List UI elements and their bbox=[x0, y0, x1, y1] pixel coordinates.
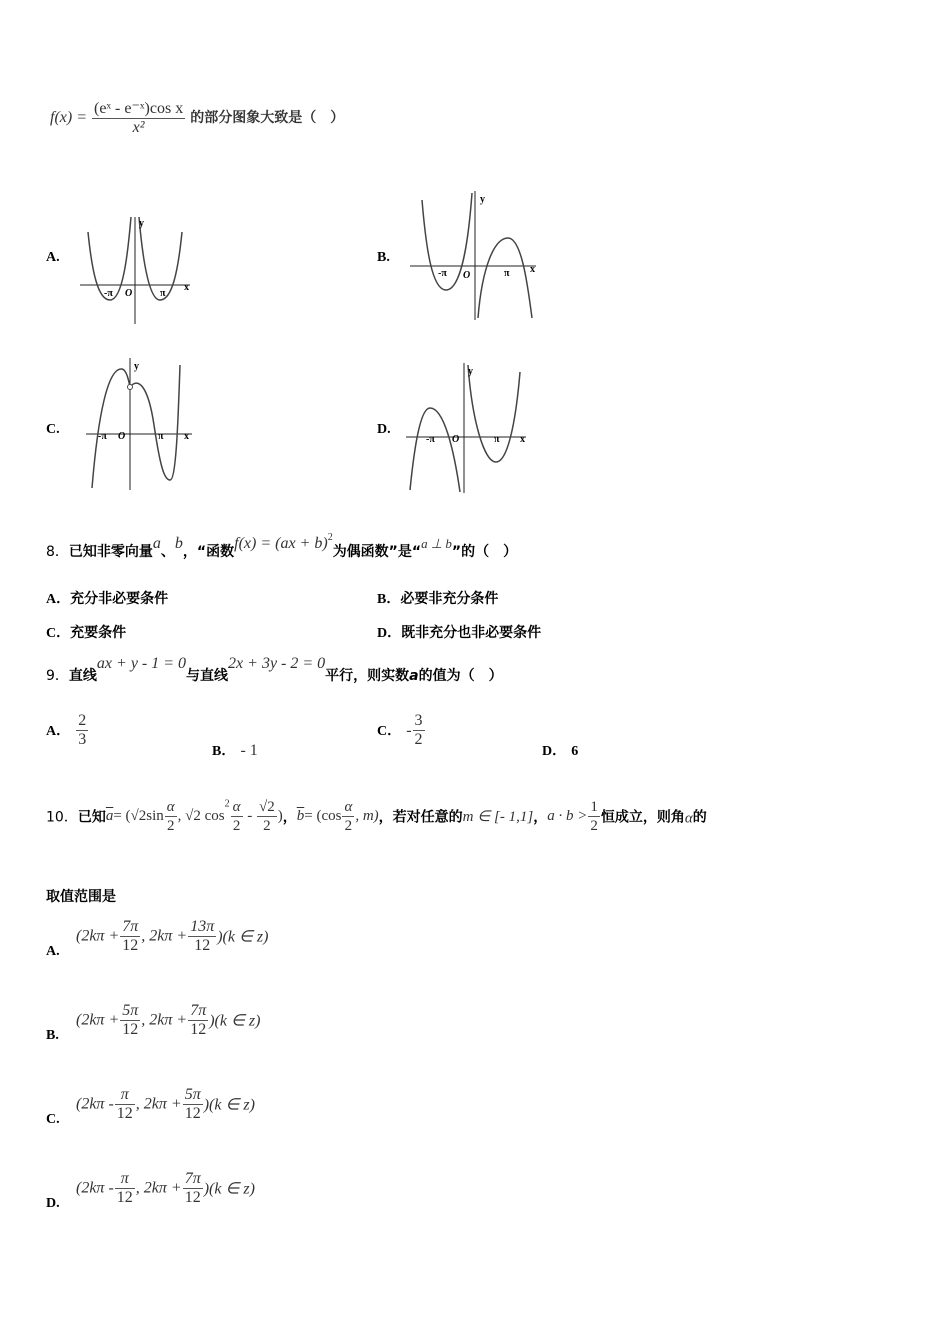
numerator: 7π bbox=[122, 918, 139, 935]
q10-text: 已知 bbox=[77, 809, 106, 826]
math: )(k ∈ z) bbox=[203, 1096, 255, 1114]
denominator: 12 bbox=[194, 937, 211, 954]
hollow-point bbox=[128, 385, 133, 390]
q8-vec-a: a bbox=[152, 535, 161, 552]
math: , 2kπ + bbox=[141, 1011, 188, 1029]
q8-text: 为偶函数”是“ bbox=[332, 544, 422, 560]
q9-option-d[interactable] bbox=[542, 740, 578, 760]
curve bbox=[92, 365, 180, 488]
numerator: 13π bbox=[190, 918, 215, 935]
q7-option-a-label[interactable]: A. bbox=[46, 250, 60, 265]
q9-text: 平行，则实数 bbox=[325, 668, 410, 684]
origin-label: O bbox=[452, 434, 460, 445]
q10-math: = (cos bbox=[304, 808, 342, 824]
q8-perp: a ⊥ b bbox=[421, 536, 452, 551]
numerator: √2 bbox=[259, 799, 275, 815]
fraction bbox=[257, 798, 277, 835]
denominator: 12 bbox=[116, 1105, 133, 1122]
denominator: 12 bbox=[184, 1189, 201, 1206]
pi-label: π bbox=[494, 434, 500, 445]
q10-m-range: m ∈ [- 1,1] bbox=[462, 809, 534, 825]
x-label: x bbox=[184, 431, 189, 442]
option-label: C． bbox=[377, 724, 402, 739]
numerator: 5π bbox=[122, 1002, 139, 1019]
q9-option-c[interactable] bbox=[377, 712, 426, 749]
fraction bbox=[588, 798, 600, 835]
fraction bbox=[115, 1170, 135, 1207]
numerator: 7π bbox=[184, 1170, 201, 1187]
y-label: y bbox=[139, 218, 144, 229]
math: , 2kπ + bbox=[135, 1095, 182, 1113]
math: , 2kπ + bbox=[135, 1179, 182, 1197]
q8-option-c[interactable] bbox=[46, 622, 126, 642]
y-label: y bbox=[480, 194, 485, 205]
numerator: α bbox=[166, 799, 175, 815]
q8-option-b[interactable] bbox=[377, 588, 498, 608]
curve bbox=[468, 365, 520, 462]
numerator: 2 bbox=[78, 712, 87, 729]
option-text: - 1 bbox=[240, 742, 258, 759]
math: )(k ∈ z) bbox=[203, 1180, 255, 1198]
q8-function: f(x) = (ax + b) bbox=[234, 535, 328, 552]
denominator: 2 bbox=[232, 818, 241, 834]
q8-option-a[interactable] bbox=[46, 588, 168, 608]
q9-option-b[interactable] bbox=[212, 740, 258, 760]
numerator: 5π bbox=[184, 1086, 201, 1103]
q7-stem: 的部分图象大致是（ ） bbox=[190, 111, 345, 127]
pi-label: π bbox=[160, 288, 166, 299]
vector-a: $\overline{a}$ bbox=[105, 808, 114, 824]
fraction bbox=[188, 918, 216, 955]
graph-d bbox=[404, 360, 534, 495]
q10-option-d[interactable] bbox=[46, 1170, 255, 1212]
numerator: α bbox=[344, 799, 353, 815]
exponent: 2 bbox=[224, 798, 230, 810]
q10-stem bbox=[46, 798, 707, 835]
denominator: 12 bbox=[116, 1189, 133, 1206]
dot-product: a · b > bbox=[547, 808, 588, 824]
denominator: 2 bbox=[263, 818, 271, 834]
option-text: 充要条件 bbox=[70, 625, 127, 641]
q10-option-c[interactable] bbox=[46, 1086, 255, 1128]
x-label: x bbox=[520, 434, 525, 445]
q10-text: 恒成立，则角 bbox=[600, 809, 685, 826]
numerator: 3 bbox=[414, 712, 423, 729]
fraction bbox=[120, 1002, 140, 1039]
option-label: B. bbox=[46, 1028, 59, 1043]
graph-a bbox=[78, 212, 198, 327]
q9-stem bbox=[46, 655, 503, 685]
q10-math: , √2 cos bbox=[177, 808, 225, 824]
denominator: 12 bbox=[122, 1021, 139, 1038]
fraction bbox=[76, 712, 88, 749]
denominator: 12 bbox=[122, 937, 139, 954]
neg-pi-label: -π bbox=[426, 434, 435, 445]
numerator: α bbox=[232, 799, 241, 815]
fraction bbox=[342, 798, 354, 835]
fraction bbox=[183, 1170, 203, 1207]
fraction bbox=[120, 918, 140, 955]
denominator: 2 bbox=[344, 818, 353, 834]
option-text: 充分非必要条件 bbox=[70, 591, 169, 607]
option-label: C． bbox=[46, 626, 71, 641]
q10-option-b[interactable] bbox=[46, 1002, 260, 1044]
q7-option-b-label[interactable]: B. bbox=[377, 250, 390, 265]
q10-math: - bbox=[243, 808, 257, 824]
y-label: y bbox=[134, 361, 139, 372]
curve bbox=[410, 408, 460, 492]
q7-option-d-label[interactable]: D. bbox=[377, 422, 391, 437]
q9-text: 直线 bbox=[68, 668, 97, 684]
q10-number: 10． bbox=[46, 809, 78, 826]
math: )(k ∈ z) bbox=[209, 1012, 261, 1030]
fraction bbox=[231, 798, 243, 835]
q7-formula bbox=[50, 100, 344, 137]
option-label: A. bbox=[46, 944, 60, 959]
graph-c bbox=[84, 355, 199, 492]
origin-label: O bbox=[463, 270, 471, 281]
option-text: 既非充分也非必要条件 bbox=[401, 625, 542, 641]
q10-text: ， bbox=[282, 809, 297, 826]
q10-math: , m) bbox=[355, 808, 379, 824]
denominator: 2 bbox=[590, 818, 598, 834]
denominator: 12 bbox=[190, 1021, 207, 1038]
option-label: B． bbox=[212, 744, 236, 759]
pi-label: π bbox=[158, 431, 164, 442]
q8-stem bbox=[46, 532, 517, 561]
q8-number: 8． bbox=[46, 544, 69, 560]
neg-pi-label: -π bbox=[438, 268, 447, 279]
minus-sign: - bbox=[406, 722, 412, 739]
numerator: 7π bbox=[190, 1002, 207, 1019]
q9-number: 9． bbox=[46, 668, 69, 684]
math: , 2kπ + bbox=[141, 927, 188, 945]
numerator: 1 bbox=[590, 799, 598, 815]
fraction bbox=[413, 712, 425, 749]
q8-vec-b: b bbox=[174, 535, 183, 552]
math: )(k ∈ z) bbox=[217, 928, 269, 946]
neg-pi-label: -π bbox=[104, 288, 113, 299]
q9-line2: 2x + 3y - 2 = 0 bbox=[228, 655, 326, 672]
origin-label: O bbox=[125, 288, 133, 299]
math: (2kπ + bbox=[76, 1011, 120, 1029]
math: (2kπ - bbox=[76, 1095, 114, 1113]
vector-b: $\overline{b}$ bbox=[296, 808, 305, 824]
q7-option-c-label[interactable]: C. bbox=[46, 422, 60, 437]
q8-text: 、 bbox=[160, 544, 175, 560]
fraction bbox=[115, 1086, 135, 1123]
origin-label: O bbox=[118, 431, 126, 442]
math: (2kπ + bbox=[76, 927, 120, 945]
neg-pi-label: -π bbox=[98, 431, 107, 442]
q7-fx: f(x) = bbox=[50, 109, 87, 127]
denominator: 2 bbox=[166, 818, 175, 834]
q10-text: 的 bbox=[692, 809, 707, 826]
q9-var-a: a bbox=[409, 668, 419, 684]
x-label: x bbox=[184, 282, 189, 293]
denominator: 2 bbox=[414, 731, 423, 748]
x-label: x bbox=[530, 264, 535, 275]
q9-text: 与直线 bbox=[186, 668, 229, 684]
fraction bbox=[183, 1086, 203, 1123]
q9-text: 的值为（ ） bbox=[418, 668, 503, 684]
option-label: A． bbox=[46, 592, 71, 607]
pi-label: π bbox=[504, 268, 510, 279]
option-text: 必要非充分条件 bbox=[400, 591, 499, 607]
option-label: C. bbox=[46, 1112, 60, 1127]
option-label: B． bbox=[377, 592, 401, 607]
option-label: D． bbox=[542, 744, 567, 759]
q8-text: ，“函数 bbox=[182, 544, 235, 560]
q7-numerator: (eˣ - e⁻ˣ)cos x bbox=[94, 100, 184, 117]
q10-option-a[interactable] bbox=[46, 918, 268, 960]
option-label: D． bbox=[377, 626, 402, 641]
numerator: π bbox=[115, 1086, 135, 1105]
q8-text: ”的（ ） bbox=[451, 544, 518, 560]
q8-text: 已知非零向量 bbox=[68, 544, 153, 560]
q9-option-a[interactable] bbox=[46, 712, 89, 749]
q7-denominator: x² bbox=[132, 119, 145, 136]
y-label: y bbox=[468, 366, 473, 377]
q10-text: ，若对任意的 bbox=[378, 809, 463, 826]
option-text: 6 bbox=[571, 744, 579, 759]
fraction bbox=[188, 1002, 208, 1039]
q10-text: ， bbox=[533, 809, 548, 826]
q8-exponent: 2 bbox=[327, 532, 333, 543]
q8-option-d[interactable] bbox=[377, 622, 541, 642]
q7-fraction bbox=[92, 100, 185, 137]
denominator: 3 bbox=[78, 731, 87, 748]
fraction bbox=[165, 798, 177, 835]
alpha: α bbox=[684, 810, 693, 827]
option-label: A． bbox=[46, 724, 71, 739]
numerator: π bbox=[115, 1170, 135, 1189]
q10-math: ) bbox=[277, 808, 283, 824]
graph-b bbox=[408, 188, 548, 323]
option-label: D. bbox=[46, 1196, 60, 1211]
q9-line1: ax + y - 1 = 0 bbox=[96, 655, 187, 672]
q10-math: = (√2sin bbox=[113, 808, 164, 824]
q10-stem-continued: 取值范围是 bbox=[46, 889, 116, 905]
denominator: 12 bbox=[184, 1105, 201, 1122]
math: (2kπ - bbox=[76, 1179, 114, 1197]
